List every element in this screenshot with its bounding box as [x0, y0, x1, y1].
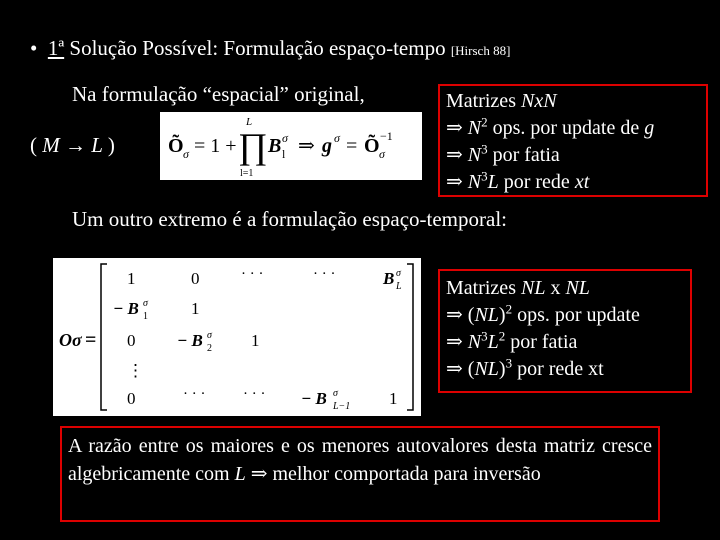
box1-sup: 3	[481, 141, 488, 157]
box1-N: N	[467, 171, 482, 193]
eq1-equals: =	[346, 135, 358, 157]
m-r2c1: − B	[113, 299, 139, 318]
box1-sup: 2	[481, 114, 488, 130]
title-citation: [Hirsch 88]	[450, 43, 511, 58]
m-r3c2-sub: 2	[207, 343, 212, 354]
bullet: •	[30, 36, 38, 60]
eq1-lhs-sub: σ	[183, 147, 189, 161]
eq1-g: g	[322, 135, 332, 157]
box1-N: N	[467, 117, 482, 139]
eq1-lhs: Õ	[168, 135, 184, 157]
intro-line: Na formulação “espacial” original,	[72, 82, 365, 106]
implies-icon: ⇒	[446, 358, 463, 380]
slide-title	[30, 36, 510, 61]
complexity-box-spatial	[438, 84, 708, 197]
box1-line3	[446, 142, 700, 169]
implies-icon: ⇒	[446, 117, 463, 139]
box2-paren: )	[498, 358, 506, 380]
eq1-O: Õ	[364, 135, 380, 157]
box2-sup: 2	[505, 301, 513, 317]
equation-spacetime-matrix	[53, 258, 421, 416]
m-r5c1: 0	[127, 389, 136, 408]
mapping-M: M	[42, 133, 60, 157]
mapping-close: )	[107, 133, 115, 157]
mapping-open: (	[30, 133, 37, 157]
box1-prefix: Matrizes	[446, 90, 521, 112]
m-r1c5: B	[383, 269, 395, 288]
eq1-one-plus: = 1 +	[194, 135, 237, 157]
m-r3c3: 1	[251, 331, 260, 350]
equation-image-spacetime	[53, 258, 421, 416]
implies-icon: ⇒	[446, 304, 463, 326]
box1-var: NxN	[520, 90, 557, 112]
m-r3c2: − B	[177, 331, 203, 350]
box1-L: L	[487, 171, 499, 193]
implies-icon: ⇒	[446, 171, 463, 193]
implies-icon: ⇒	[245, 463, 273, 485]
box1-sup: 3	[481, 168, 488, 184]
box1-line1	[446, 88, 700, 115]
eq1-prod: ∏	[238, 126, 268, 166]
box2-L: L	[487, 331, 499, 353]
box2-paren: )	[498, 304, 506, 326]
mapping-arrow: →	[65, 133, 86, 157]
box2-NL: NL	[565, 277, 590, 299]
conclusion-text2: melhor comportada para inversão	[272, 463, 541, 485]
m-r3c2-sup: σ	[207, 330, 212, 341]
eq1-g-sup: σ	[334, 131, 340, 145]
box2-sup: 3	[481, 328, 488, 344]
equation-image-spatial	[160, 112, 422, 180]
matrix-left-bracket	[101, 264, 107, 410]
box2-N: N	[467, 331, 482, 353]
conclusion-L: L	[234, 463, 246, 485]
box1-text: por rede	[498, 171, 575, 193]
extreme-line: Um outro extremo é a formulação espaço-temporal:	[72, 207, 507, 231]
eq1-prod-lower: l=1	[240, 168, 254, 179]
m-r1c5-sup: σ	[396, 268, 401, 279]
title-ordinal: 1ª	[47, 36, 65, 60]
m-r5c5: 1	[389, 389, 398, 408]
box2-NL: NL	[474, 358, 499, 380]
box1-xt: xt	[574, 171, 590, 193]
box2-NL: NL	[474, 304, 499, 326]
box1-N: N	[467, 144, 482, 166]
box2-line4	[446, 356, 684, 383]
box1-line4	[446, 169, 700, 196]
m-vdots: ⋮	[127, 361, 144, 380]
matrix-right-bracket	[407, 264, 413, 410]
m-r1c5-sub: L	[396, 281, 402, 292]
title-text: Solução Possível: Formulação espaço-tempo	[69, 36, 446, 60]
box2-prefix: Matrizes	[446, 277, 521, 299]
m-r2c2: 1	[191, 299, 200, 318]
complexity-box-spacetime	[438, 269, 692, 393]
box2-x: x	[545, 277, 566, 299]
implies-icon: ⇒	[446, 144, 463, 166]
m-r5c4-sub: L−1	[333, 401, 351, 412]
eq1-B-sub: l	[282, 147, 286, 161]
equation-spatial	[160, 112, 422, 180]
mapping-label	[30, 133, 115, 158]
box1-g: g	[644, 117, 655, 139]
eq1-prod-upper: L	[246, 116, 253, 128]
eq1-B: B	[268, 135, 282, 157]
eq2-lhs: Oσ	[59, 330, 82, 350]
m-r5c3: · · ·	[243, 386, 266, 402]
box1-line2	[446, 115, 700, 142]
mapping-L: L	[91, 133, 103, 157]
m-r5c4: − B	[301, 389, 327, 408]
box2-text: ops. por update	[512, 304, 640, 326]
box2-line1	[446, 275, 684, 302]
eq1-O-sup: −1	[380, 129, 393, 143]
box2-text: por rede xt	[512, 358, 604, 380]
implies-icon: ⇒	[446, 331, 463, 353]
conclusion-box	[60, 426, 660, 522]
box1-text: por fatia	[487, 144, 560, 166]
eq1-O-sub: σ	[379, 147, 385, 161]
box2-line2	[446, 302, 684, 329]
m-r2c1-sub: 1	[143, 311, 148, 322]
m-r5c2: · · ·	[183, 386, 206, 402]
box2-paren: (	[462, 304, 475, 326]
box2-text: por fatia	[505, 331, 578, 353]
eq1-B-sup: σ	[282, 131, 288, 145]
box2-NL: NL	[520, 277, 546, 299]
box2-paren: (	[462, 358, 475, 380]
box2-sup: 3	[505, 355, 513, 371]
m-r2c1-sup: σ	[143, 298, 148, 309]
m-r1c3: · · ·	[241, 266, 264, 282]
m-r1c4: · · ·	[313, 266, 336, 282]
m-r1c2: 0	[191, 269, 200, 288]
m-r3c1: 0	[127, 331, 136, 350]
eq1-implies: ⇒	[298, 135, 315, 157]
m-r5c4-sup: σ	[333, 388, 338, 399]
box2-sup: 2	[498, 328, 506, 344]
m-r1c1: 1	[127, 269, 136, 288]
conclusion-text1: A razão entre os maiores e os menores autovalores desta matriz cresce algebricamente com	[68, 435, 652, 485]
box2-line3	[446, 329, 684, 356]
eq2-eq: =	[85, 329, 97, 351]
box1-text: ops. por update de	[487, 117, 645, 139]
